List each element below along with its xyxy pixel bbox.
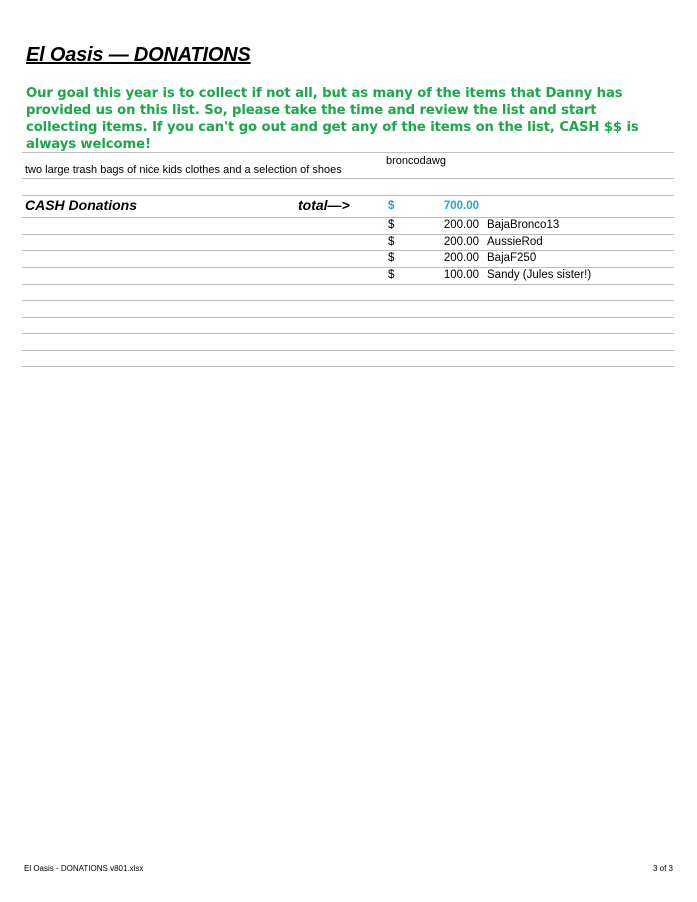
donation-currency: $ [388,236,395,248]
row-divider [22,217,674,218]
donation-donor: AussieRod [487,236,543,248]
row-divider [22,250,674,251]
intro-text: Our goal this year is to collect if not all, but as many of the items that Danny has provided us on this list. So, please take the time and review the list and start collecting items. If you can't go out and get any of the items on the list, CASH $$ is always welcome! [26,86,639,152]
footer-page-number: 3 of 3 [652,864,673,873]
footer-filename: El Oasis - DONATIONS v801.xlsx [24,864,144,873]
row-divider [22,350,674,351]
donation-donor: BajaF250 [487,252,537,264]
donation-currency: $ [388,219,395,231]
donation-amount: 200.00 [443,219,479,231]
row-divider [22,178,674,179]
donation-currency: $ [388,269,395,281]
cash-donations-label: CASH Donations [25,197,137,213]
donation-amount: 100.00 [443,269,479,281]
total-currency: $ [388,200,395,212]
total-amount: 700.00 [443,200,479,212]
row-divider [22,267,674,268]
item-description: two large trash bags of nice kids clothes and a selection of shoes [25,164,342,176]
donation-donor: Sandy (Jules sister!) [487,269,592,281]
row-divider [22,195,674,196]
page-title: El Oasis — DONATIONS [26,44,251,66]
donation-currency: $ [388,252,395,264]
row-divider [22,300,674,301]
row-divider [22,366,674,367]
row-divider [22,333,674,334]
total-label: total—> [298,197,350,213]
row-divider [22,317,674,318]
item-donor: broncodawg [386,155,446,167]
donation-amount: 200.00 [443,252,479,264]
donation-amount: 200.00 [443,236,479,248]
row-divider [22,152,674,153]
row-divider [22,234,674,235]
donation-donor: BajaBronco13 [487,219,560,231]
row-divider [22,284,674,285]
